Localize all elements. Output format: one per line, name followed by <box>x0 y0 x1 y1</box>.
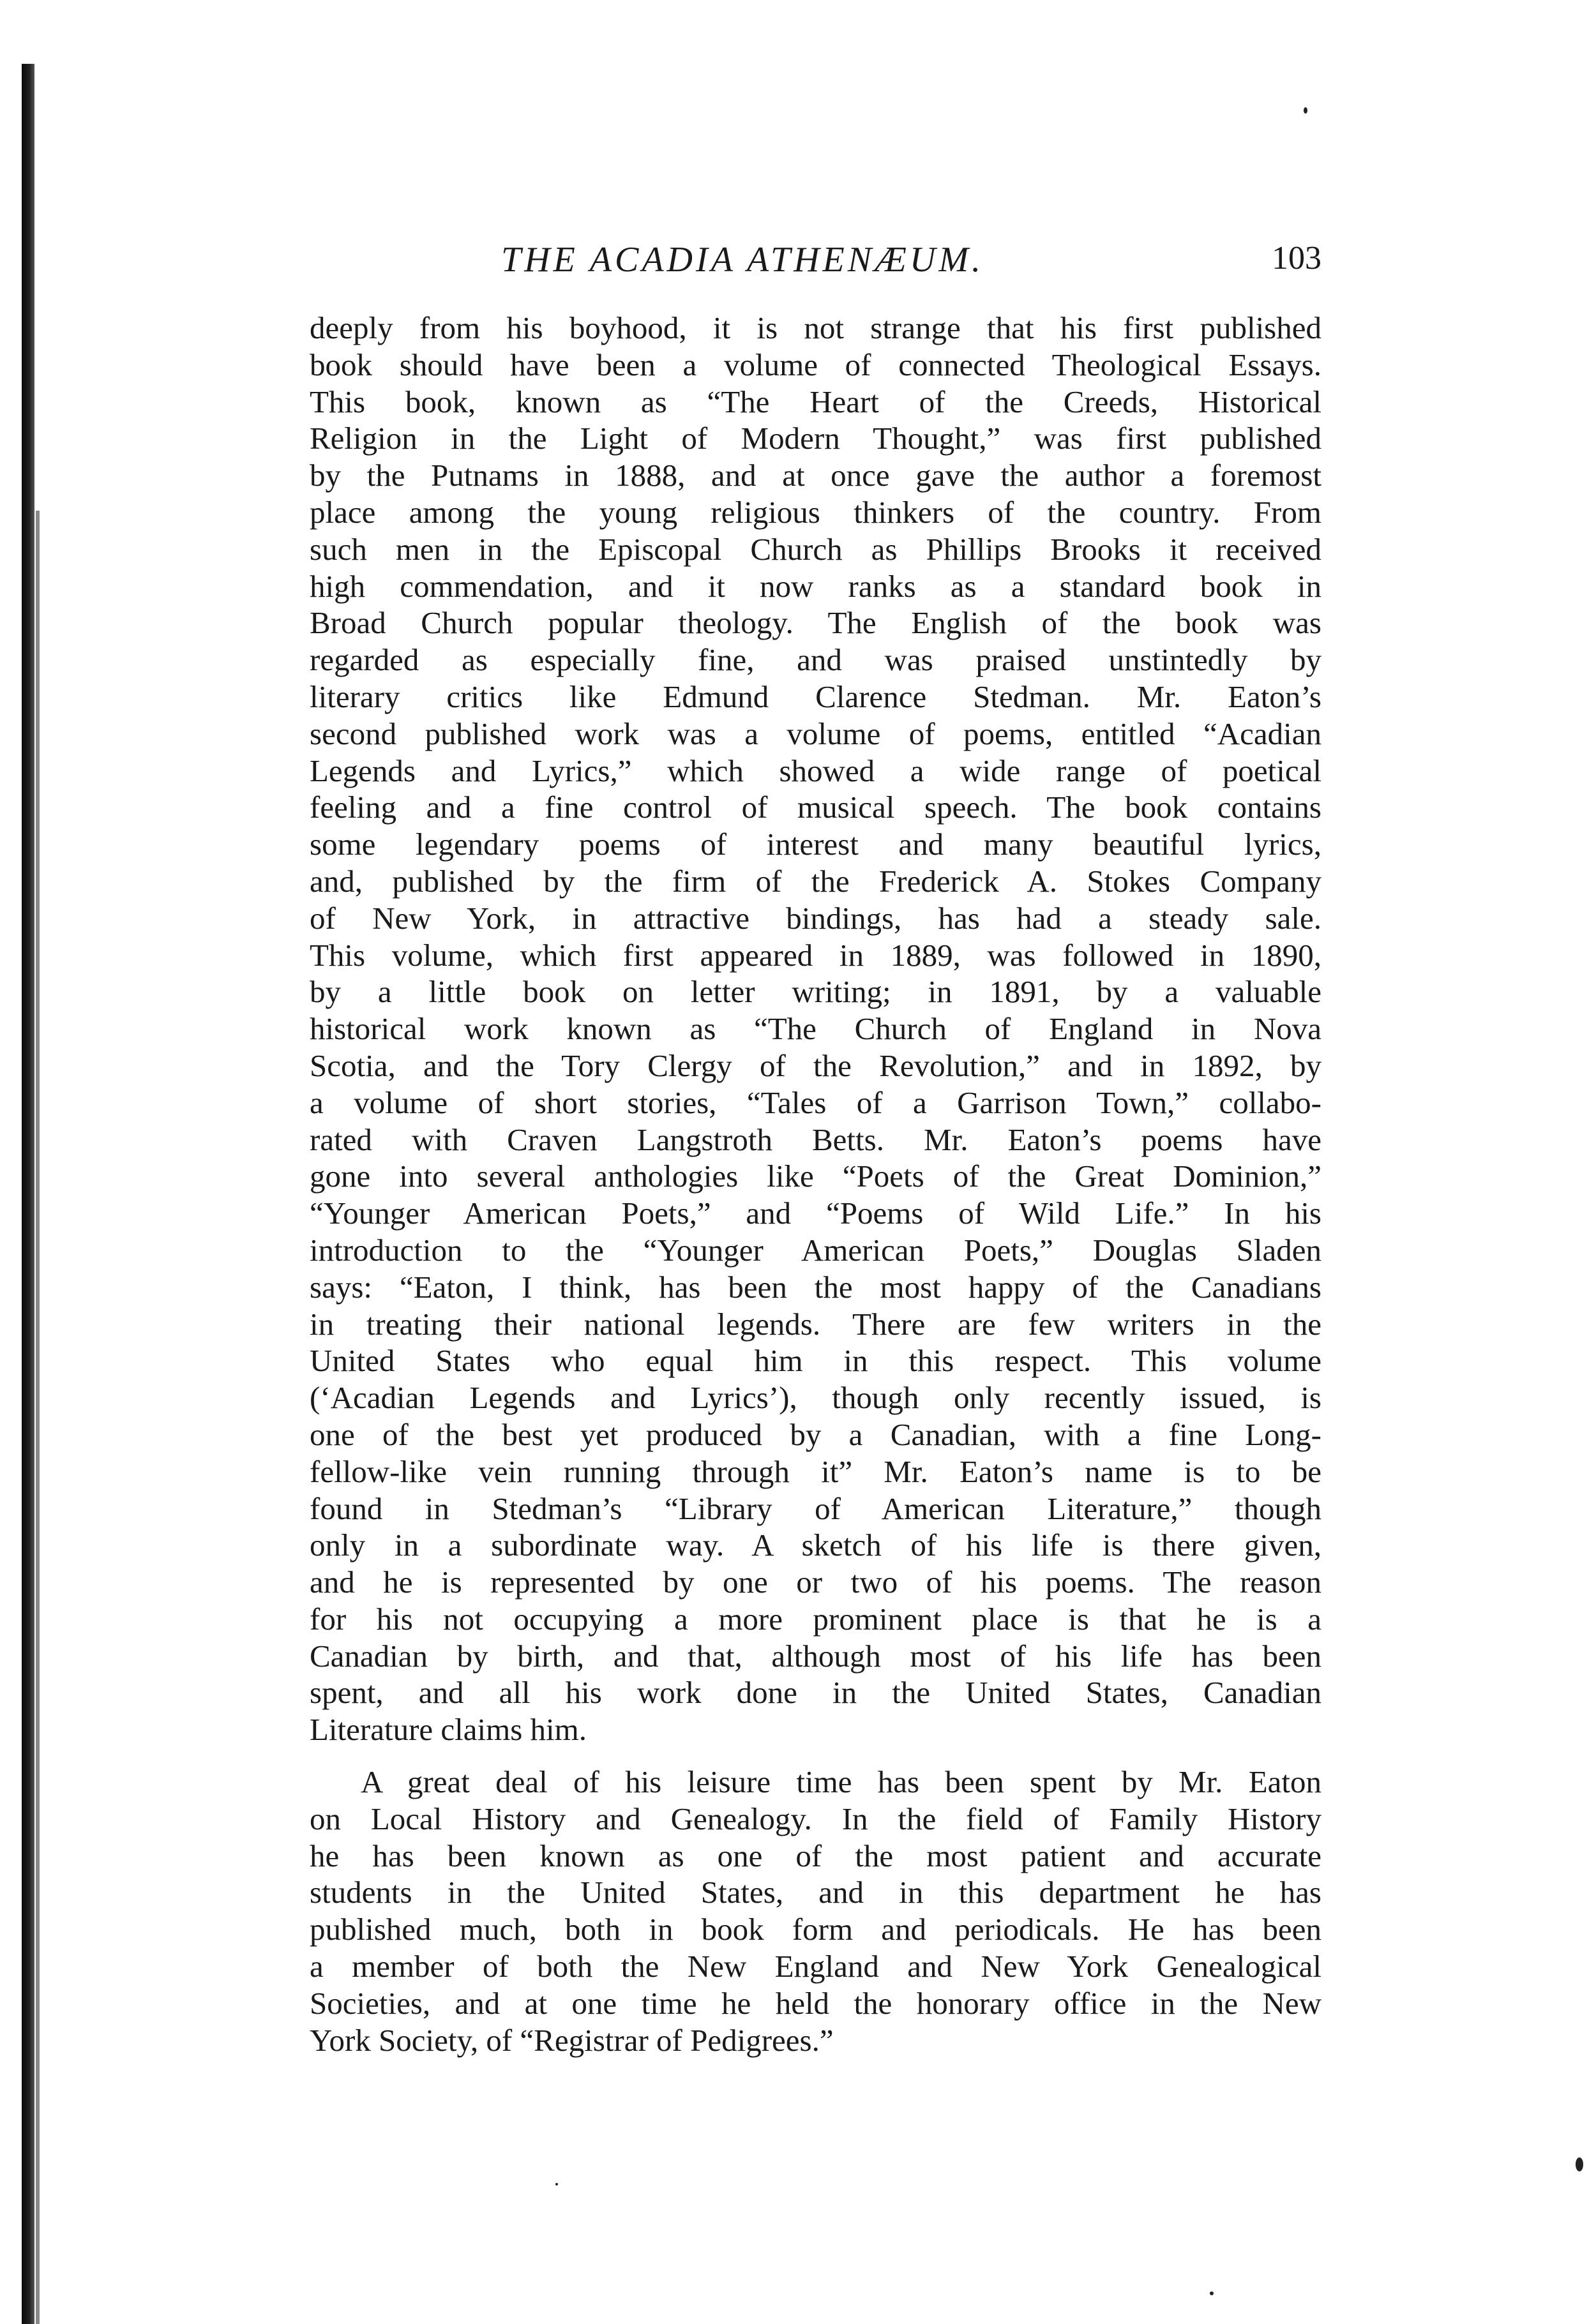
scan-speck <box>555 2183 558 2185</box>
body-text <box>310 310 1321 2058</box>
text-line: some legendary poems of interest and many beautiful lyrics, <box>310 827 1321 862</box>
text-line: he has been known as one of the most patient and accurate <box>310 1838 1321 1873</box>
text-line: This book, known as “The Heart of the Creeds, Historical <box>310 384 1321 419</box>
text-line: one of the best yet produced by a Canadian, with a fine Long- <box>310 1416 1321 1452</box>
text-line: high commendation, and it now ranks as a standard book in <box>310 568 1321 604</box>
text-line: “Younger American Poets,” and “Poems of Wild Life.” In his <box>310 1196 1321 1231</box>
text-line: for his not occupying a more prominent place is that he is a <box>310 1601 1321 1637</box>
text-line: a member of both the New England and New York Genealogical <box>310 1949 1321 1984</box>
scan-speck <box>1576 2157 1583 2171</box>
text-line: Canadian by birth, and that, although most of his life has been <box>310 1638 1321 1674</box>
text-line: Religion in the Light of Modern Thought,” was first published <box>310 421 1321 456</box>
text-line: Broad Church popular theology. The English of the book was <box>310 605 1321 641</box>
text-line: Legends and Lyrics,” which showed a wide range of poetical <box>310 753 1321 788</box>
binding-shadow <box>36 511 40 2324</box>
text-line: place among the young religious thinkers of the country. From <box>310 494 1321 530</box>
text-line: A great deal of his leisure time has been spent by Mr. Eaton <box>361 1764 1321 1800</box>
text-line: published much, both in book form and periodicals. He has been <box>310 1912 1321 1947</box>
binding-edge <box>22 64 34 2324</box>
text-line: by the Putnams in 1888, and at once gave the author a foremost <box>310 458 1321 493</box>
text-line: Societies, and at one time he held the honorary office in the New <box>310 1985 1321 2021</box>
text-line: rated with Craven Langstroth Betts. Mr. Eaton’s poems have <box>310 1121 1321 1157</box>
text-line: introduction to the “Younger American Poets,” Douglas Sladen <box>310 1232 1321 1268</box>
text-line: literary critics like Edmund Clarence Stedman. Mr. Eaton’s <box>310 678 1321 714</box>
text-line: gone into several anthologies like “Poets of the Great Dominion,” <box>310 1158 1321 1194</box>
text-line: on Local History and Genealogy. In the field of Family History <box>310 1801 1321 1836</box>
text-line: historical work known as “The Church of England in Nova <box>310 1011 1321 1047</box>
text-line: says: “Eaton, I think, has been the most happy of the Canadians <box>310 1269 1321 1305</box>
text-line: deeply from his boyhood, it is not strange that his first published <box>310 310 1321 345</box>
text-line: second published work was a volume of poems, entitled “Acadian <box>310 716 1321 751</box>
text-line: in treating their national legends. There are few writers in the <box>310 1306 1321 1342</box>
text-line: York Society, of “Registrar of Pedigrees.” <box>310 2022 834 2058</box>
text-line: students in the United States, and in this department he has <box>310 1875 1321 1910</box>
text-line: such men in the Episcopal Church as Phillips Brooks it received <box>310 531 1321 567</box>
text-line: of New York, in attractive bindings, has had a steady sale. <box>310 900 1321 936</box>
running-head <box>310 239 1321 290</box>
text-line: fellow-like vein running through it” Mr. Eaton’s name is to be <box>310 1453 1321 1489</box>
scan-speck <box>1210 2291 1214 2295</box>
page-number: 103 <box>1272 240 1321 276</box>
scan-speck <box>1304 107 1307 114</box>
text-line: only in a subordinate way. A sketch of his life is there given, <box>310 1527 1321 1563</box>
text-line: a volume of short stories, “Tales of a Garrison Town,” collabo- <box>310 1084 1321 1120</box>
text-line: This volume, which first appeared in 1889, was followed in 1890, <box>310 937 1321 973</box>
text-line: by a little book on letter writing; in 1891, by a valuable <box>310 974 1321 1010</box>
text-line: and he is represented by one or two of his poems. The reason <box>310 1564 1321 1600</box>
running-title: THE ACADIA ATHENÆUM. <box>501 240 984 280</box>
paragraph <box>310 1764 1321 2058</box>
text-line: Scotia, and the Tory Clergy of the Revolution,” and in 1892, by <box>310 1047 1321 1083</box>
paragraph-gap <box>310 1748 1321 1764</box>
text-line: and, published by the firm of the Frederick A. Stokes Company <box>310 863 1321 899</box>
text-line: spent, and all his work done in the United States, Canadian <box>310 1675 1321 1711</box>
text-line: (‘Acadian Legends and Lyrics’), though only recently issued, is <box>310 1380 1321 1416</box>
text-line: book should have been a volume of connected Theological Essays. <box>310 347 1321 382</box>
text-line: United States who equal him in this respect. This volume <box>310 1343 1321 1379</box>
text-line: Literature claims him. <box>310 1712 587 1748</box>
paragraph <box>310 310 1321 1748</box>
text-line: regarded as especially fine, and was praised unstintedly by <box>310 642 1321 678</box>
text-line: found in Stedman’s “Library of American Literature,” though <box>310 1490 1321 1526</box>
text-line: feeling and a fine control of musical speech. The book contains <box>310 790 1321 825</box>
